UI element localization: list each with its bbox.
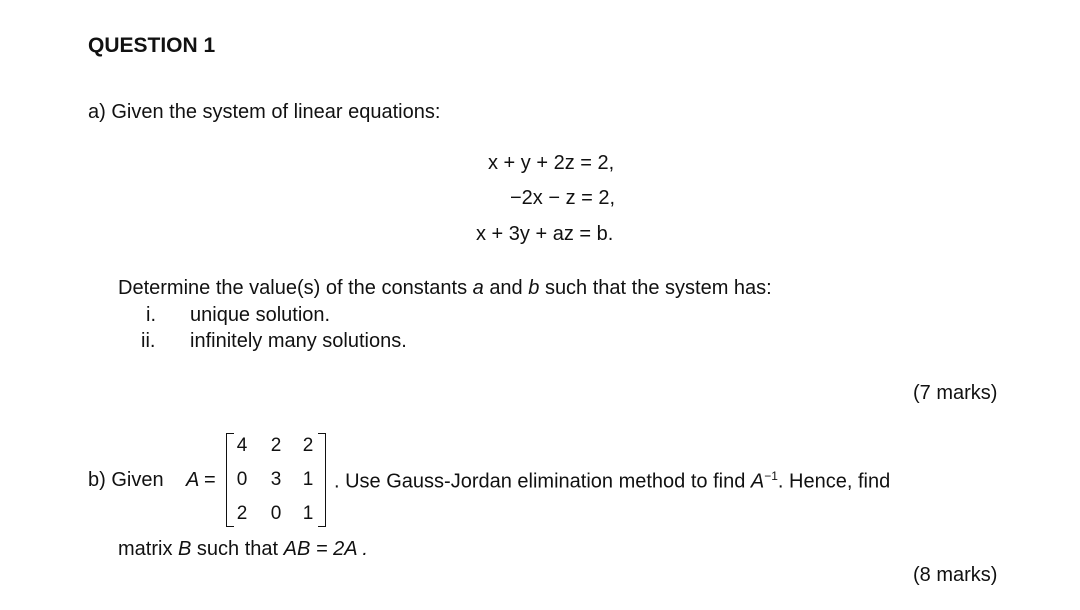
matrix-cell: 1: [302, 503, 314, 524]
matrix-cell: 1: [302, 469, 314, 490]
item-i-text: unique solution.: [190, 304, 331, 326]
matrix-cell: 0: [236, 469, 248, 490]
part-a-marks: (7 marks): [913, 382, 998, 404]
matrix-cell: 2: [302, 435, 314, 456]
determine-line: [118, 277, 772, 300]
matrix-cell: 0: [270, 503, 282, 524]
such-that-text: such that: [196, 538, 279, 560]
determine-text-pre: Determine the value(s) of the constants: [118, 277, 468, 299]
matrix-cell: 3: [270, 469, 282, 490]
constant-b: b: [528, 277, 540, 299]
part-b-label: b) Given: [88, 469, 164, 491]
part-a-intro: a) Given the system of linear equations:: [88, 101, 441, 123]
equals-sign: =: [204, 469, 216, 491]
part-b-line2: [118, 538, 368, 561]
inverse-base: A: [750, 470, 765, 493]
equation-2: −2x − z = 2,: [510, 187, 616, 209]
item-ii-text: infinitely many solutions.: [190, 330, 407, 352]
matrix-a: [226, 433, 326, 525]
part-b-instruction: . Use Gauss-Jordan elimination method to find: [334, 470, 746, 493]
inverse-superscript: −1: [764, 469, 778, 483]
equation-3: x + 3y + az = b.: [476, 223, 614, 245]
part-b-marks: (8 marks): [913, 564, 998, 586]
equation-1: x + y + 2z = 2,: [488, 152, 615, 174]
part-b-line1: [334, 469, 890, 494]
matrix-b-name: B: [178, 538, 192, 560]
matrix-equation: AB = 2A .: [283, 538, 368, 560]
part-b-hence: . Hence, find: [777, 470, 891, 493]
determine-text-post: such that the system has:: [544, 277, 772, 299]
item-i-number: i.: [146, 304, 156, 326]
item-ii-number: ii.: [141, 330, 156, 352]
constant-a: a: [472, 277, 484, 299]
and-text: and: [489, 277, 523, 299]
matrix-a-name: A: [186, 469, 200, 491]
matrix-cell: 2: [236, 503, 248, 524]
matrix-cell: 2: [270, 435, 282, 456]
matrix-cell: 4: [236, 435, 248, 456]
matrix-right-bracket: [318, 433, 326, 527]
question-title: QUESTION 1: [88, 34, 216, 57]
matrix-word: matrix: [118, 538, 173, 560]
